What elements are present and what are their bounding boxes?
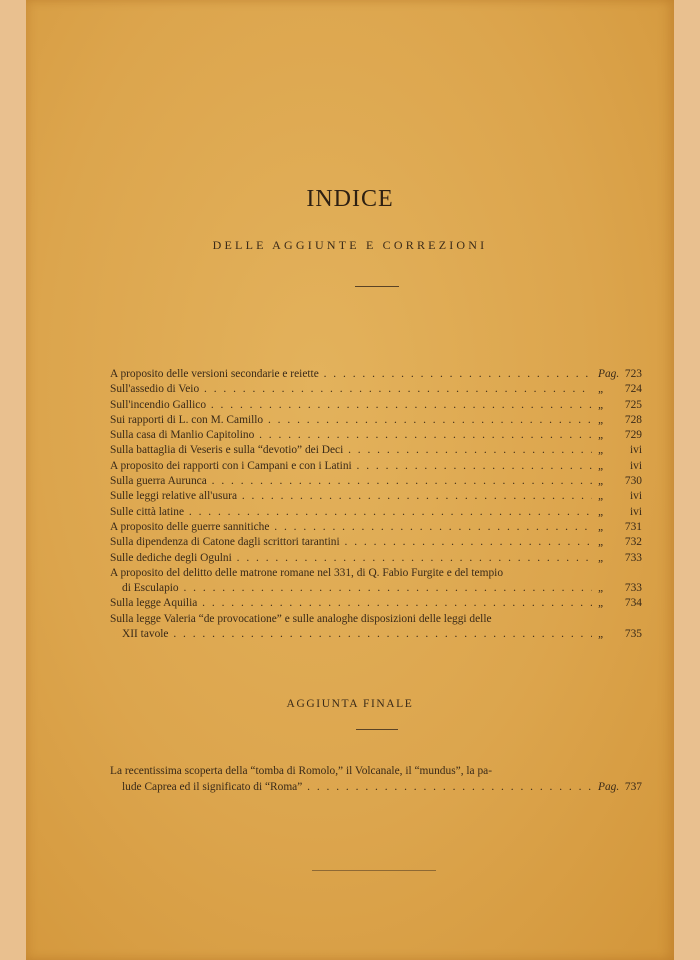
toc-page-marker: Pag.: [598, 368, 620, 380]
toc-page-number: 733: [624, 551, 642, 564]
toc-entry-text: Sulla battaglia di Veseris e sulla “devotio” dei Deci . . .: [110, 443, 592, 458]
toc-entry: [110, 489, 642, 504]
page-title: INDICE: [306, 186, 394, 212]
toc-entry: [110, 551, 642, 566]
toc-page-number: 735: [624, 628, 642, 641]
toc-page-marker: „: [598, 383, 605, 396]
toc-entry-text: Sui rapporti di L. con M. Camillo . . .: [110, 413, 592, 428]
toc-entry-continuation: XII tavole . . .: [122, 627, 592, 642]
toc-entry: [110, 398, 642, 413]
toc-page-number: ivi: [629, 444, 642, 457]
appendix-line-2: lude Caprea ed il significato di “Roma” . . .: [122, 779, 592, 795]
toc-page-number: 729: [624, 429, 642, 442]
appendix-page-number: 737: [624, 781, 642, 793]
toc-entry-text: A proposito delle versioni secondarie e reiette . . .: [110, 367, 592, 382]
toc-entry: [110, 627, 642, 642]
appendix-line-1: La recentissima scoperta della “tomba di Romolo,” il Volcanale, il “mundus”, la pa-: [110, 765, 492, 777]
toc-entry-text: Sulle città latine . . .: [110, 505, 592, 520]
toc-entry: [110, 459, 642, 474]
toc-entry-text: A proposito delle guerre sannitiche . . .: [110, 520, 592, 535]
toc-page-marker: „: [598, 536, 605, 549]
toc-entry: [110, 581, 642, 596]
toc-entry: [110, 474, 642, 489]
toc-page-marker: „: [598, 582, 605, 595]
toc-page-marker: „: [598, 413, 605, 426]
toc-entry-continuation: di Esculapio . . .: [122, 581, 592, 596]
bottom-divider: [312, 870, 436, 871]
toc-page-marker: „: [598, 398, 605, 411]
toc-entry-text: Sull'incendio Gallico . . .: [110, 398, 592, 413]
toc-page-number: 731: [624, 520, 642, 533]
toc-entry-text: Sull'assedio di Veio . . .: [110, 382, 592, 397]
appendix-title: AGGIUNTA FINALE: [286, 698, 414, 710]
toc-entry-text: Sulle dediche degli Ogulni . . .: [110, 551, 592, 566]
toc-entry-text: Sulla guerra Aurunca . . .: [110, 474, 592, 489]
toc-entry: [110, 428, 642, 443]
toc-page-number: 733: [624, 582, 642, 595]
toc-page-marker: „: [598, 520, 605, 533]
toc-entry-text: A proposito dei rapporti con i Campani e con i Latini . . .: [110, 459, 592, 474]
toc-page-number: 730: [624, 475, 642, 488]
toc-page-number: 725: [624, 398, 642, 411]
toc-entry-text: Sulla legge Valeria “de provocatione” e sulle analoghe disposizioni delle leggi delle: [110, 612, 492, 625]
toc-entry-text: Sulle leggi relative all'usura . . .: [110, 489, 592, 504]
toc-page-marker: „: [598, 475, 605, 488]
toc-page-marker: „: [598, 628, 605, 641]
toc-entry: [110, 520, 642, 535]
appendix-entry: [110, 763, 642, 795]
toc-entry: [110, 443, 642, 458]
toc-entry: [110, 535, 642, 550]
toc-entry: [110, 367, 642, 382]
toc-page-number: 724: [624, 383, 642, 396]
toc-entry: [110, 413, 642, 428]
toc-page-number: 728: [624, 413, 642, 426]
toc-page-number: ivi: [629, 505, 642, 518]
toc-page-number: 723: [624, 368, 642, 380]
toc-page-marker: „: [598, 459, 605, 472]
appendix-page-marker: Pag.: [598, 781, 620, 793]
toc-entry-text: Sulla dipendenza di Catone dagli scrittori tarantini . . .: [110, 535, 592, 550]
toc-entry-text: Sulla casa di Manlio Capitolino . . .: [110, 428, 592, 443]
toc-page-marker: „: [598, 505, 605, 518]
toc-entry: [110, 382, 642, 397]
toc-entry: [110, 596, 642, 611]
toc-page-marker: „: [598, 444, 605, 457]
toc-page-marker: „: [598, 551, 605, 564]
toc-page-marker: „: [598, 490, 605, 503]
toc-page-number: 734: [624, 597, 642, 610]
toc-entry: [110, 505, 642, 520]
toc-entry-text: A proposito del delitto delle matrone romane nel 331, di Q. Fabio Furgite e del tempio: [110, 566, 504, 579]
toc-page-number: ivi: [629, 459, 642, 472]
toc-page-marker: „: [598, 429, 605, 442]
title-divider: [355, 286, 399, 287]
toc-entry-text: Sulla legge Aquilia . . .: [110, 596, 592, 611]
table-of-contents: [110, 367, 642, 642]
toc-page-marker: „: [598, 597, 605, 610]
toc-page-number: 732: [624, 536, 642, 549]
appendix-divider: [356, 729, 398, 730]
toc-page-number: ivi: [629, 490, 642, 503]
page-subtitle: DELLE AGGIUNTE E CORREZIONI: [212, 238, 488, 252]
